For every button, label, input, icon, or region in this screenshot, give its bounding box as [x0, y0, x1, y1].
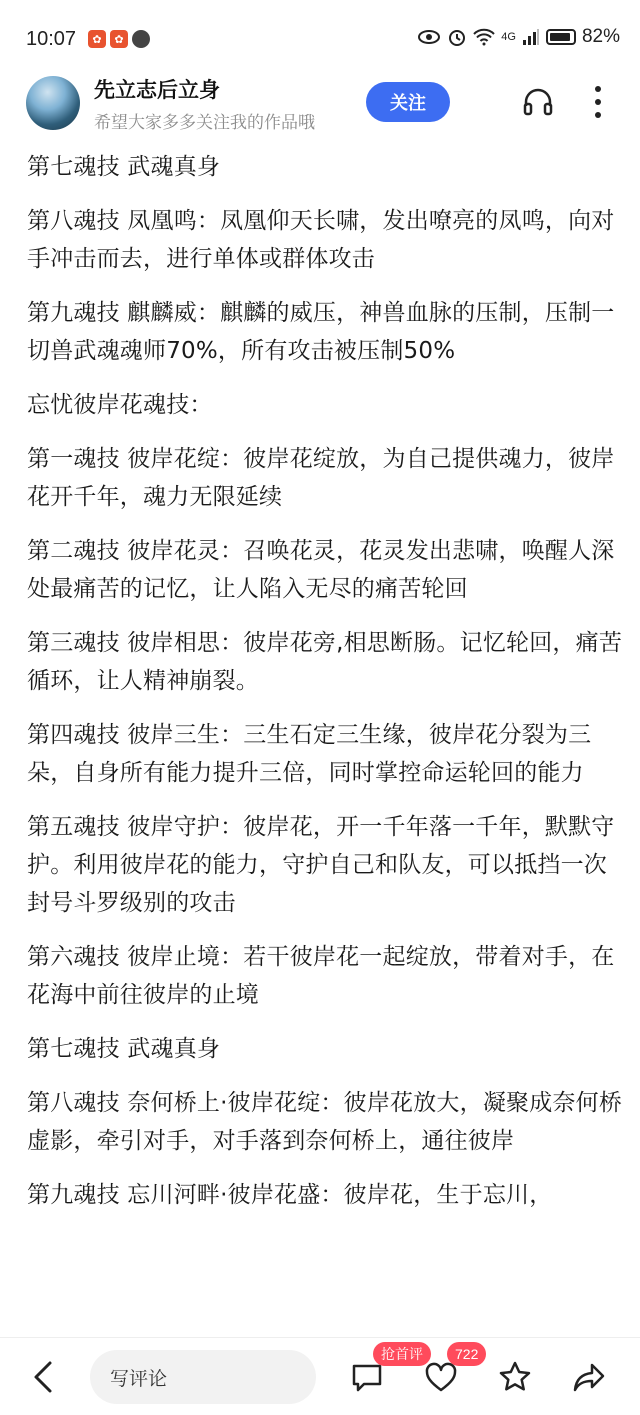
- star-icon[interactable]: [498, 1360, 532, 1394]
- app-notification-icon: ✿: [88, 30, 106, 48]
- paragraph: 第四魂技 彼岸三生：三生石定三生缘，彼岸花分裂为三朵，自身所有能力提升三倍，同时掌控命运轮回的能力: [27, 722, 592, 786]
- paragraph: 第七魂技 武魂真身: [27, 154, 221, 180]
- follow-button[interactable]: 关注: [366, 82, 450, 122]
- author-name[interactable]: 先立志后立身: [94, 78, 220, 102]
- paragraph: 第三魂技 彼岸相思：彼岸花旁,相思断肠。记忆轮回，痛苦循环，让人精神崩裂。: [27, 630, 623, 694]
- back-icon[interactable]: [30, 1360, 58, 1394]
- paragraph: 第九魂技 麒麟威：麒麟的威压，神兽血脉的压制，压制一切兽武魂魂师70%，所有攻击被压制50%: [27, 300, 615, 364]
- like-count-badge: 722: [447, 1342, 486, 1366]
- comment-icon[interactable]: [350, 1362, 384, 1394]
- author-subtitle: 希望大家多多关注我的作品哦: [94, 113, 315, 133]
- status-bar: [0, 0, 640, 80]
- paragraph: 第九魂技 忘川河畔·彼岸花盛：彼岸花，生于忘川，: [27, 1182, 553, 1208]
- headphone-icon[interactable]: [522, 86, 554, 118]
- system-icons: [417, 26, 620, 48]
- status-time: 10:07: [26, 28, 77, 50]
- app-notification-icon: ✿: [110, 30, 128, 48]
- comment-input[interactable]: 写评论: [90, 1350, 316, 1404]
- paragraph: 第八魂技 凤凰鸣：凤凰仰天长啸，发出嘹亮的凤鸣，向对手冲击而去，进行单体或群体攻击: [27, 208, 615, 272]
- paragraph: 第二魂技 彼岸花灵：召唤花灵，花灵发出悲啸，唤醒人深处最痛苦的记忆，让人陷入无尽的痛苦轮回: [27, 538, 615, 602]
- share-icon[interactable]: [572, 1360, 606, 1394]
- paragraph: 第八魂技 奈何桥上·彼岸花绽：彼岸花放大，凝聚成奈何桥虚影，牵引对手，对手落到奈何桥上，通往彼岸: [27, 1090, 623, 1154]
- paragraph: 忘忧彼岸花魂技：: [27, 392, 213, 418]
- notification-icons: [88, 30, 150, 48]
- more-icon[interactable]: [588, 84, 608, 120]
- paragraph: 第六魂技 彼岸止境：若干彼岸花一起绽放，带着对手，在花海中前往彼岸的止境: [27, 944, 615, 1008]
- paragraph: 第一魂技 彼岸花绽：彼岸花绽放，为自己提供魂力，彼岸花开千年，魂力无限延续: [27, 446, 615, 510]
- battery-icon: [546, 29, 576, 45]
- article-header: [0, 70, 640, 140]
- message-icon: [132, 30, 150, 48]
- paragraph: 第七魂技 武魂真身: [27, 1036, 221, 1062]
- heart-icon[interactable]: [424, 1362, 458, 1394]
- first-comment-badge: 抢首评: [373, 1342, 431, 1366]
- paragraph: 第五魂技 彼岸守护：彼岸花，开一千年落一千年，默默守护。利用彼岸花的能力，守护自己和队友，可以抵挡一次封号斗罗级别的攻击: [27, 814, 615, 916]
- network-type: 4G: [501, 31, 516, 43]
- bottom-action-bar: [0, 1337, 640, 1415]
- battery-level: 82%: [581, 26, 620, 47]
- article-body: [27, 148, 625, 1336]
- alarm-icon: [447, 27, 467, 47]
- signal-icon: [522, 28, 540, 46]
- wifi-icon: [473, 28, 495, 46]
- eye-icon: [417, 28, 441, 46]
- avatar[interactable]: [26, 76, 80, 130]
